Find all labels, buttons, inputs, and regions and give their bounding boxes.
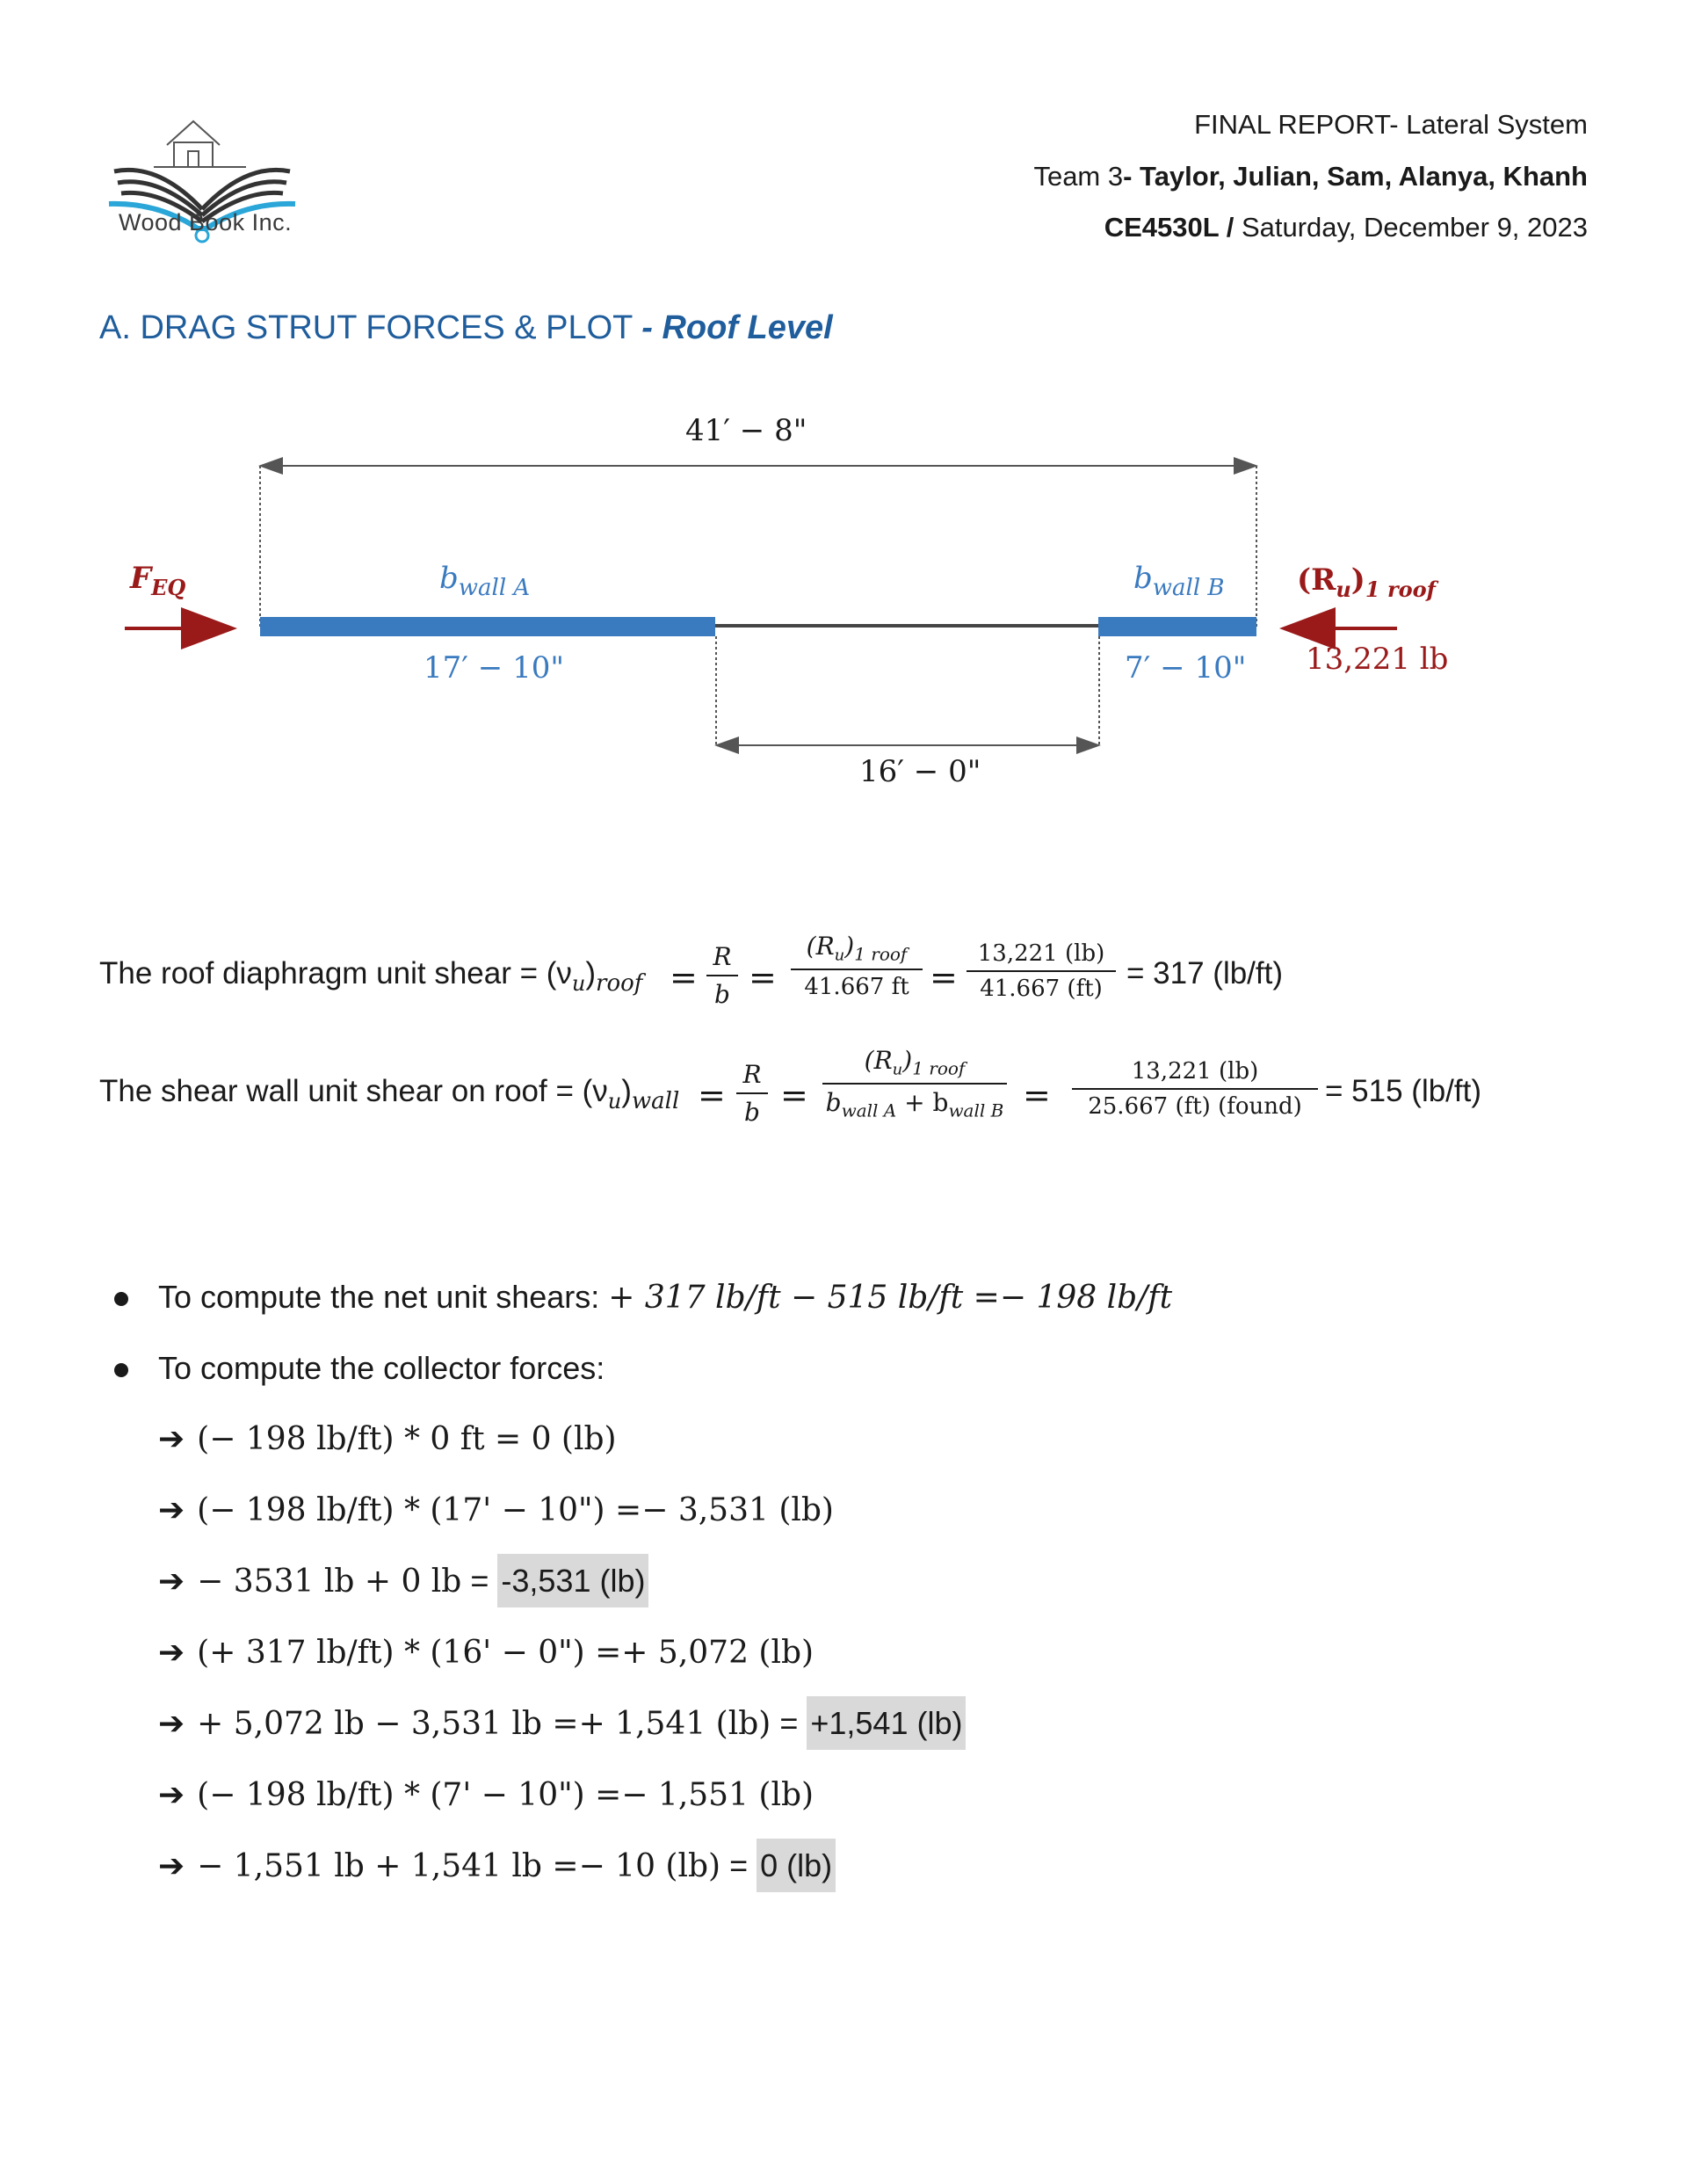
bullet-dot-2	[114, 1363, 128, 1377]
eq2-fraction-values: 13,221 (lb) 25.667 (ft) (found)	[1072, 1058, 1318, 1120]
section-title: A. DRAG STRUT FORCES & PLOT - Roof Level	[99, 309, 833, 346]
eq2-fraction-r-b: R b	[736, 1060, 768, 1127]
wall-a-label: $b_{wall A}$	[439, 561, 531, 601]
team-line: Team 3- Taylor, Julian, Sam, Alanya, Khanh	[1033, 161, 1588, 192]
eq2-equals-2: =	[780, 1076, 808, 1114]
report-title: FINAL REPORT- Lateral System	[1194, 109, 1588, 140]
eq2-fraction-ru-walls: $(R_u)_{1 roof}$ $b_{wall A} + b_{wall B}$	[822, 1046, 1007, 1121]
wall-a-bar	[260, 617, 715, 636]
logo-text: Wood Book Inc.	[119, 209, 293, 236]
eq2-equals-3: =	[1023, 1076, 1051, 1114]
eq2-equals-1: =	[698, 1076, 726, 1114]
eq1-fraction-r-b: R b	[706, 942, 738, 1009]
arrow-right-icon: ➔	[158, 1706, 185, 1742]
highlighted-result: -3,531 (lb)	[497, 1554, 648, 1607]
equation-shear-wall: The shear wall unit shear on roof = $(\nu_u)_{wall}$	[99, 1074, 680, 1114]
arrow-right-icon: ➔	[158, 1777, 185, 1813]
eq1-equals-2: =	[749, 958, 777, 997]
eq1-equals-1: =	[670, 958, 698, 997]
eq1-result: = 317 (lb/ft)	[1126, 956, 1284, 990]
load-right-label: $(R_u)_{1 roof}$	[1297, 562, 1436, 602]
wall-b-dimension: 7′ − 10"	[1125, 650, 1247, 686]
arrow-right-icon: ➔	[158, 1492, 185, 1528]
highlighted-result: 0 (lb)	[757, 1839, 836, 1892]
course-date-line: CE4530L / Saturday, December 9, 2023	[1104, 212, 1588, 243]
load-right-value: 13,221 lb	[1306, 642, 1449, 677]
step-7: ➔ − 1,551 lb + 1,541 lb =− 10 (lb) = 0 (lb)	[158, 1847, 836, 1884]
eq1-fraction-ru-length: $(R_u)_{1 roof}$ 41.667 ft	[791, 932, 923, 1000]
step-5: ➔ + 5,072 lb − 3,531 lb =+ 1,541 (lb) = +1,541 (lb)	[158, 1705, 966, 1742]
step-4: ➔ (+ 317 lb/ft) * (16' − 0") =+ 5,072 (lb)	[158, 1635, 815, 1671]
load-left-label: $F_{EQ}$	[130, 561, 186, 600]
gap-dimension-label: 16′ − 0"	[859, 754, 981, 789]
wall-b-bar	[1098, 617, 1256, 636]
equation-roof-diaphragm: The roof diaphragm unit shear = $(\nu_u)_{roof}$	[99, 956, 643, 997]
arrow-right-icon: ➔	[158, 1421, 185, 1457]
arrow-right-icon: ➔	[158, 1564, 185, 1600]
overall-dimension-label: 41′ − 8"	[685, 413, 807, 448]
eq1-fraction-values: 13,221 (lb) 41.667 (ft)	[967, 940, 1116, 1002]
arrow-right-icon: ➔	[158, 1635, 185, 1671]
wall-b-label: $b_{wall B}$	[1133, 561, 1225, 601]
diagram-graphic	[0, 387, 1687, 844]
bullet-collector-forces: To compute the collector forces:	[158, 1350, 605, 1386]
step-6: ➔ (− 198 lb/ft) * (7' − 10") =− 1,551 (lb)	[158, 1777, 815, 1813]
step-1: ➔ (− 198 lb/ft) * 0 ft = 0 (lb)	[158, 1421, 617, 1457]
highlighted-result: +1,541 (lb)	[807, 1696, 966, 1750]
wall-a-dimension: 17′ − 10"	[424, 650, 564, 686]
step-3: ➔ − 3531 lb + 0 lb = -3,531 (lb)	[158, 1563, 648, 1600]
eq1-equals-3: =	[930, 958, 958, 997]
step-2: ➔ (− 198 lb/ft) * (17' − 10") =− 3,531 (lb)	[158, 1492, 834, 1528]
bullet-dot-1	[114, 1292, 128, 1306]
drag-strut-diagram	[0, 387, 1687, 844]
bullet-net-unit-shears: To compute the net unit shears: + 317 lb/ft − 515 lb/ft =− 198 lb/ft	[158, 1279, 1173, 1316]
arrow-right-icon: ➔	[158, 1848, 185, 1884]
eq2-result: = 515 (lb/ft)	[1325, 1074, 1482, 1108]
